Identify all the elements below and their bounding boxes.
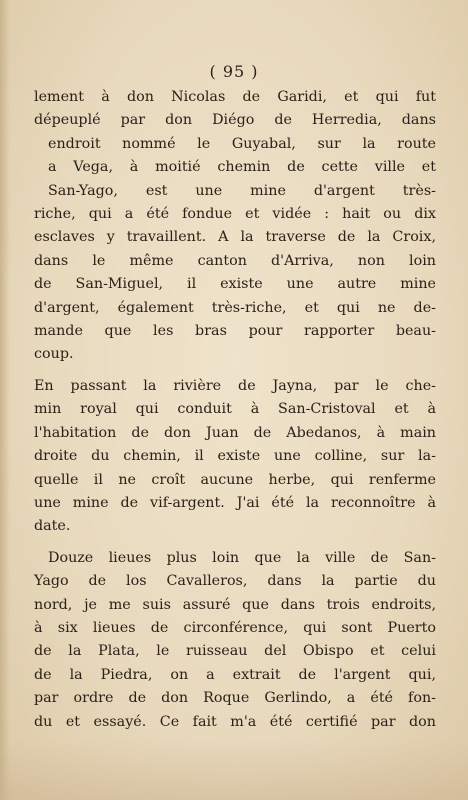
page-number: ( 95 ) — [209, 62, 259, 81]
text-line: à six lieues de circonférence, qui sont Puerto — [34, 619, 436, 636]
text-line: du et essayé. Ce fait m'a été certifié par don — [34, 713, 436, 730]
text-line: endroit nommé le Guyabal, sur la route — [48, 135, 436, 152]
text-line: de la Piedra, on a extrait de l'argent qui, — [34, 666, 436, 683]
text-line: Yago de los Cavalleros, dans la partie du — [34, 573, 436, 590]
text-line: dépeuplé par don Diégo de Herredia, dans — [34, 112, 436, 129]
page-binding-shadow — [0, 0, 10, 800]
text-line: une mine de vif-argent. J'ai été la reconnoître à — [34, 494, 436, 511]
page-aging-stain — [0, 740, 468, 800]
text-line: a Vega, à moitié chemin de cette ville et — [48, 159, 436, 176]
text-line: riche, qui a été fondue et vidée : hait ou dix — [34, 206, 436, 223]
text-line: d'argent, également très-riche, et qui ne de- — [34, 299, 436, 316]
text-line: l'habitation de don Juan de Abedanos, à main — [34, 424, 436, 441]
text-line: dans le même canton d'Arriva, non loin — [34, 252, 436, 269]
text-line: de la Plata, le ruisseau del Obispo et celui — [34, 643, 436, 660]
text-line: coup. — [34, 346, 74, 363]
body-text — [34, 86, 436, 734]
text-line: esclaves y travaillent. A la traverse de la Croix, — [34, 229, 436, 246]
text-line: min royal qui conduit à San-Cristoval et à — [34, 401, 436, 418]
text-line: par ordre de don Roque Gerlindo, a été fon- — [34, 690, 436, 707]
text-line: lement à don Nicolas de Garidi, et qui fut — [34, 89, 436, 105]
text-line: Douze lieues plus loin que la ville de San- — [48, 549, 436, 566]
text-line: de San-Miguel, il existe une autre mine — [34, 276, 436, 293]
text-line: mande que les bras pour rapporter beau- — [34, 323, 436, 340]
text-line: quelle il ne croît aucune herbe, qui renferme — [34, 471, 436, 488]
text-line: nord, je me suis assuré que dans trois endroits, — [34, 596, 436, 613]
text-line: San-Yago, est une mine d'argent très- — [48, 182, 436, 199]
text-line: date. — [34, 518, 71, 535]
text-line: En passant la rivière de Jayna, par le che- — [34, 377, 436, 394]
text-line: droite du chemin, il existe une colline, sur la- — [34, 448, 436, 465]
